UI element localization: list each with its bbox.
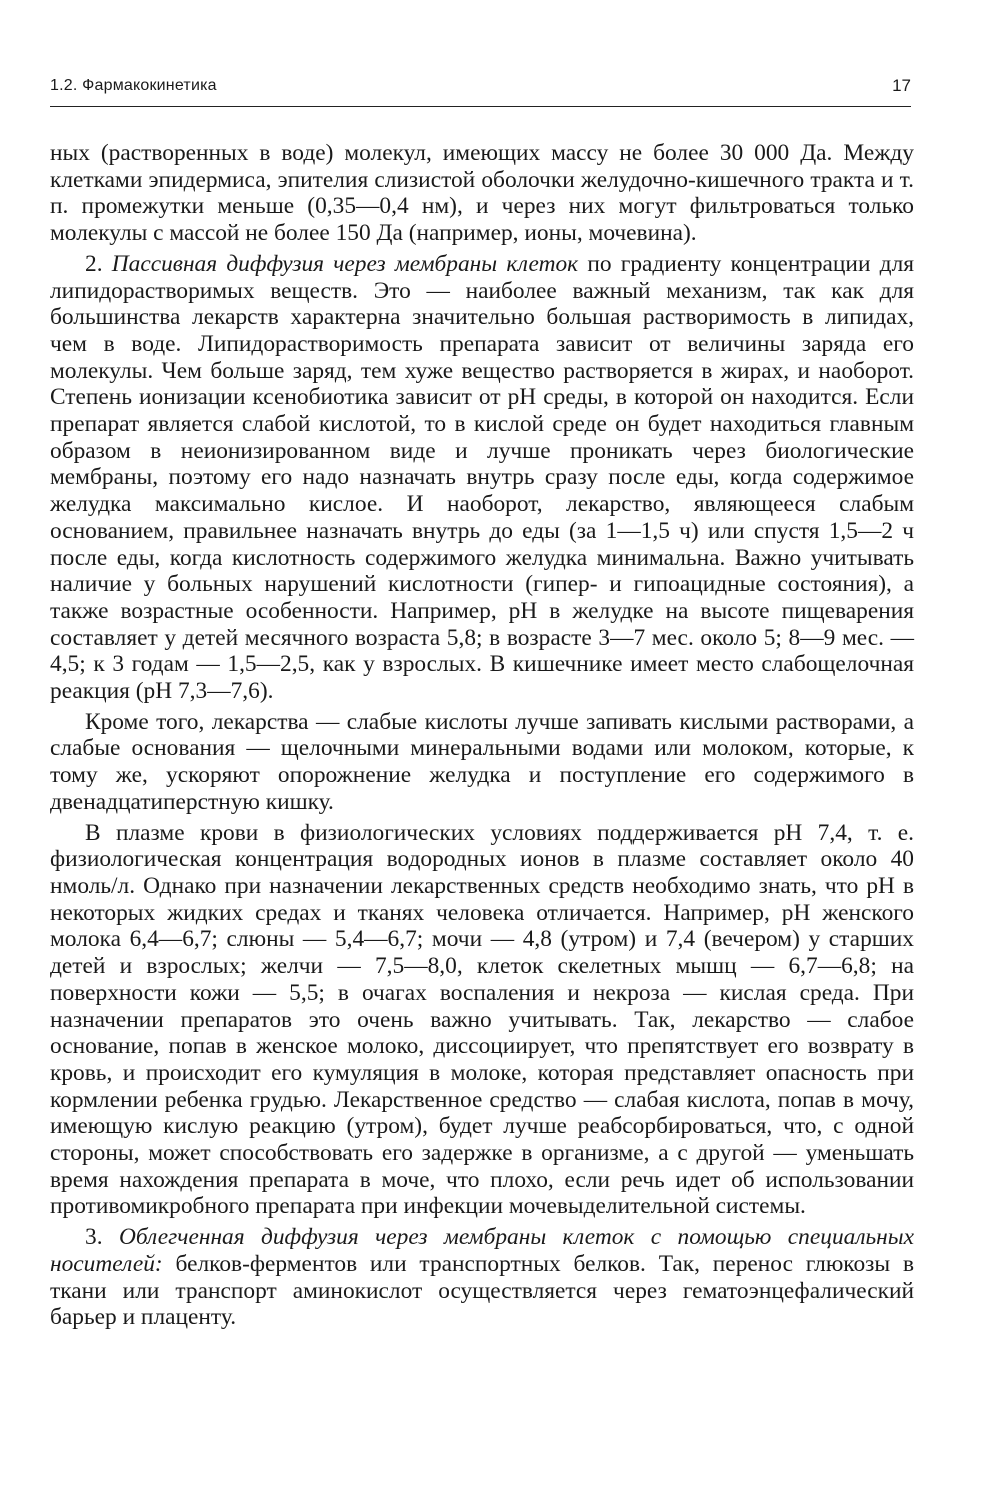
- term-passive-diffusion: Пассивная диффузия через мембраны клеток: [111, 250, 579, 277]
- paragraph-text: по градиенту концентрации для липидорастворимых веществ. Это — наиболее важный механизм, так как для большинства лекарств характерна значительно большая растворимость в липидах, чем в воде. Липидорастворимость препарата зависит от величины заряда его молекулы. Чем больше заряд, тем хуже вещество растворяется в жирах, и наоборот. Степень ионизации ксенобиотика зависит от pH среды, в которой он находится. Если препарат является слабой кислотой, то в кислой среде он будет находиться главным образом в неионизированном виде и лучше проникать через биологические мембраны, поэтому его надо назначать внутрь сразу после еды, когда содержимое желудка максимально кислое. И наоборот, лекарство, являющееся слабым основанием, правильнее назначать внутрь до еды (за 1—1,5 ч) или спустя 1,5—2 ч после еды, когда кислотность содержимого желудка минимальна. Важно учитывать наличие у больных нарушений кислотности (гипер- и гипоацидные состояния), а также возрастные особенности. Например, pH в желудке на высоте пищеварения составляет у детей месячного возраста 5,8; в возрасте 3—7 мес. около 5; 8—9 мес. — 4,5; к 3 годам — 1,5—2,5, как у взрослых. В кишечнике имеет место слабощелочная реакция (pH 7,3—7,6).: [50, 250, 914, 705]
- paragraph-passive-diffusion: [50, 251, 914, 705]
- paragraph-plasma-ph: В плазме крови в физиологических условиях поддерживается pH 7,4, т. е. физиологическая концентрация водородных ионов в плазме составляет около 40 нмоль/л. Однако при назначении лекарственных средств необходимо знать, что pH в некоторых жидких средах и тканях человека отличается. Например, pH женского молока 6,4—6,7; слюны — 5,4—6,7; мочи — 4,8 (утром) и 7,4 (вечером) у старших детей и взрослых; желчи — 7,5—8,0, клеток скелетных мышц — 6,7—6,8; на поверхности кожи — 5,5; в очагах воспаления и некроза — кислая среда. При назначении препаратов это очень важно учитывать. Так, лекарство — слабое основание, попав в женское молоко, диссоциирует, что препятствует его возврату в кровь, и происходит его кумуляция в молоке, которая представляет опасность при кормлении ребенка грудью. Лекарственное средство — слабая кислота, попав в мочу, имеющую кислую реакцию (утром), будет лучше реабсорбироваться, что, с одной стороны, может способствовать его задержке в организме, а с другой — уменьшать время нахождения препарата в моче, что плохо, если речь идет об использовании противомикробного препарата при инфекции мочевыделительной системы.: [50, 819, 914, 1220]
- running-header: [50, 66, 911, 107]
- paragraph-facilitated-diffusion: [50, 1224, 914, 1331]
- paragraph-continuation: ных (растворенных в воде) молекул, имеющих массу не более 30 000 Да. Между клетками эпидермиса, эпителия слизистой оболочки желудочно-кишечного тракта и т. п. промежутки меньше (0,35—0,4 нм), и через них могут фильтроваться только молекулы с массой не более 150 Да (например, ионы, мочевина).: [50, 140, 914, 247]
- list-number: 3.: [85, 1224, 119, 1251]
- term-facilitated-diffusion: Облегченная диффузия через мембраны клеток с помощью специальных носителей:: [50, 1224, 915, 1277]
- paragraph-text: белков-ферментов или транспортных белков. Так, перенос глюкозы в ткани или транспорт аминокислот осуществляется через гематоэнцефалический барьер и плаценту.: [50, 1250, 914, 1331]
- body-text: [50, 140, 914, 1335]
- page-number: 17: [892, 76, 911, 95]
- list-number: 2.: [85, 250, 112, 277]
- section-title: 1.2. Фармакокинетика: [50, 77, 217, 94]
- paragraph-drinking: Кроме того, лекарства — слабые кислоты лучше запивать кислыми растворами, а слабые основания — щелочными минеральными водами или молоком, которые, к тому же, ускоряют опорожнение желудка и поступление его содержимого в двенадцатиперстную кишку.: [50, 708, 914, 815]
